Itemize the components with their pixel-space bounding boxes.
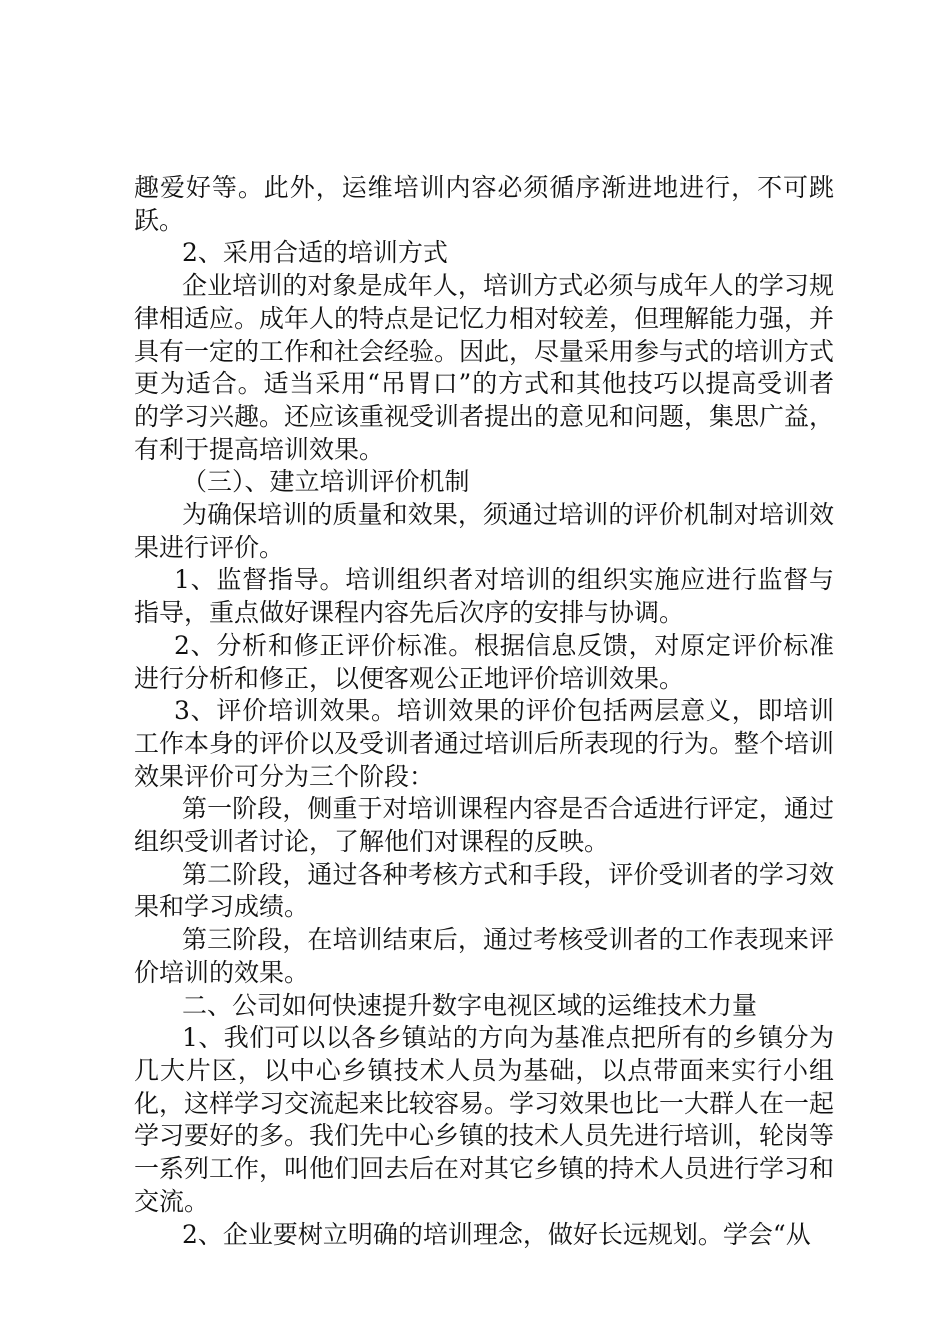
paragraph-evaluation-intro: 为确保培训的质量和效果，须通过培训的评价机制对培训效果进行评价。 (134, 500, 834, 562)
paragraph-regional-groups: 1、我们可以以各乡镇站的方向为基准点把所有的乡镇分为几大片区，以中心乡镇技术人员为基础，以点带面来实行小组化，这样学习交流起来比较容易。学习效果也比一大群人在一起学习要好的多。我们先中心乡镇的技术人员先进行培训，轮岗等一系列工作，叫他们回去后在对其它乡镇的持术人员进行学习和交流。 (134, 1023, 835, 1216)
heading-training-method: 2、采用合适的培训方式 (182, 238, 448, 268)
paragraph-stage-one: 第一阶段，侧重于对培训课程内容是否合适进行评定，通过组织受训者讨论，了解他们对课程的反映。 (134, 794, 834, 857)
heading-evaluation-mechanism: （三）、建立培训评价机制 (182, 467, 470, 497)
paragraph-standards: 2、分析和修正评价标准。根据信息反馈，对原定评价标准进行分析和修正，以便客观公正地评价培训效果。 (134, 630, 834, 693)
paragraph-training-concept: 2、企业要树立明确的培训理念，做好长远规划。学会“从 (182, 1219, 811, 1249)
paragraph-training-method: 企业培训的对象是成年人，培训方式必须与成年人的学习规律相适应。成年人的特点是记忆力相对较差，但理解能力强，并具有一定的工作和社会经验。因此，尽量采用参与式的培训方式更为适合。适当采用“吊胃口”的方式和其他技巧以提高受训者的学习兴趣。还应该重视受训者提出的意见和问题，集思广益，有利于提高培训效果。 (134, 271, 835, 464)
paragraph-supervision: 1、监督指导。培训组织者对培训的组织实施应进行监督与指导，重点做好课程内容先后次序的安排与协调。 (134, 565, 834, 628)
document-body (134, 172, 834, 1251)
paragraph-1: 趣爱好等。此外，运维培训内容必须循序渐进地进行，不可跳跃。 (134, 173, 834, 235)
heading-section-two: 二、公司如何快速提升数字电视区域的运维技术力量 (182, 990, 758, 1020)
paragraph-evaluate-effect: 3、评价培训效果。培训效果的评价包括两层意义，即培训工作本身的评价以及受训者通过培训后所表现的行为。整个培训效果评价可分为三个阶段： (134, 696, 835, 791)
paragraph-stage-two: 第二阶段，通过各种考核方式和手段，评价受训者的学习效果和学习成绩。 (134, 859, 834, 922)
paragraph-stage-three: 第三阶段，在培训结束后，通过考核受训者的工作表现来评价培训的效果。 (134, 925, 834, 987)
